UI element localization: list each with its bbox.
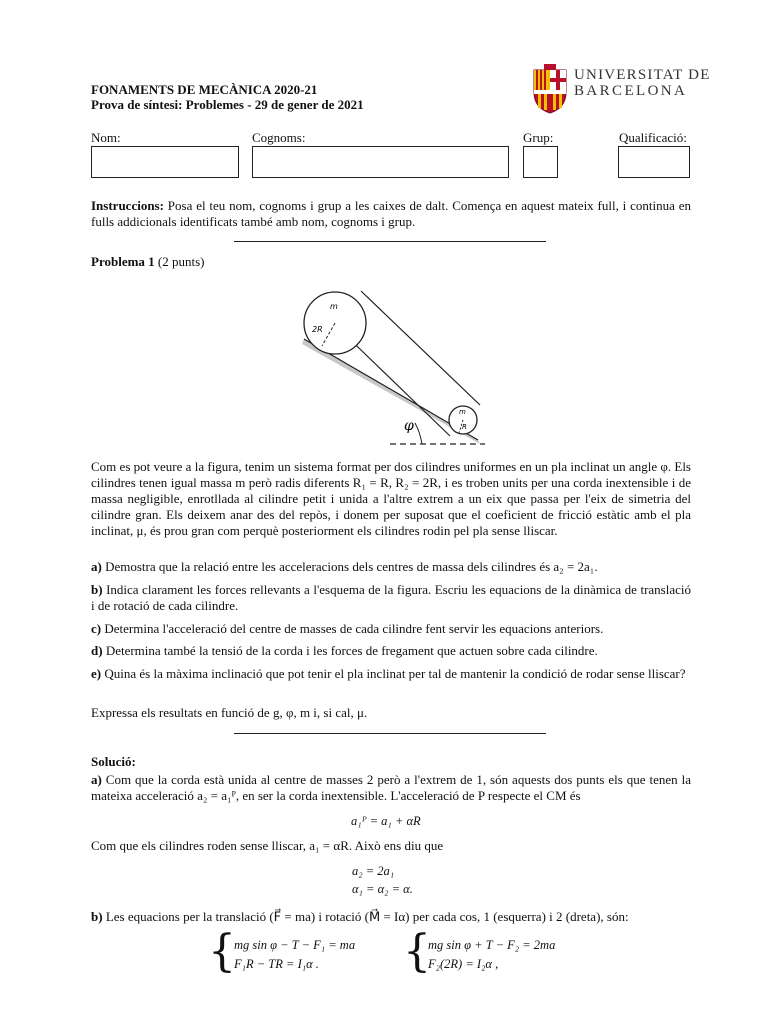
exam-subtitle: Prova de síntesi: Problemes - 29 de gener de 2021 [91,97,364,112]
solution-b-label: b) [91,909,103,924]
university-shield-icon [530,64,570,114]
system1-translation: mg sin φ − T − F₁ = ma [234,938,356,952]
solution-b [91,909,691,925]
question-d-label: d) [91,643,103,658]
nom-field[interactable] [91,146,239,178]
rope-upper [361,291,480,405]
system1-brace: { [208,926,236,977]
question-d-text: Determina també la tensió de la corda i les forces de fregament que actuen sobre cada cilindre. [102,643,598,658]
cognoms-field[interactable] [252,146,509,178]
question-b-text: Indica clarament les forces rellevants a l'esquema de la figura. Escriu les equacions de la dinàmica de translació i de rotació de cada cilindre. [91,582,691,613]
instructions-label: Instruccions: [91,198,164,213]
system2-brace: { [403,926,431,977]
angle-arc [415,423,422,444]
question-e [91,666,691,682]
problem-points: (2 punts) [154,254,205,269]
question-b-label: b) [91,582,103,597]
problem-title [91,254,205,270]
angle-label: φ [404,418,414,434]
system2-translation: mg sin φ + T − F₂ = 2ma [428,938,556,952]
solution-b-text: Les equacions per la translació (F⃗ = ma) i rotació (M⃗ = Iα) per cada cos, 1 (esquerra) i 2 (dreta), són: [102,909,629,924]
rolling-condition-text: Com que els cilindres roden sense lliscar, a₁ = αR. Això ens diu que [91,838,444,853]
system2-rotation: F₂(2R) = I₂α , [428,957,499,971]
equation-acc-p: a₁ᴾ = a₁ + αR [351,814,421,828]
problem-intro: Com es pot veure a la figura, tenim un sistema format per dos cilindres uniformes en un pla inclinat un angle φ. Els cilindres tenen igual massa m però radis diferents R₁ = R, R₂ = 2R, i es troben units per una corda inextensible i de massa negligible, enrotllada al cilindre petit i unida a l'altre extrem a un eix que passa per l'eix de simetria del cilindre gran. Els deixem anar des del repòs, i donem per suposat que el coeficient de fricció estàtic amb el pla inclinat, μ, és prou gran com perquè posteriorment els cilindres rodin pel pla sense lliscar. [91,459,691,538]
big-mass-label: m [330,302,338,311]
question-e-label: e) [91,666,102,681]
question-e-text: Quina és la màxima inclinació que pot tenir el pla inclinat per tal de mantenir la condició de rodar sense lliscar? [101,666,686,681]
question-c-label: c) [91,621,102,636]
grup-label: Grup: [523,130,554,145]
nom-label: Nom: [91,130,121,145]
question-a-text: Demostra que la relació entre les acceleracions dels centres de massa dels cilindres és a₂ = 2a₁. [101,559,598,574]
question-c-text: Determina l'acceleració del centre de masses de cada cilindre fent servir les equacions anteriors. [101,621,604,636]
question-b [91,582,691,614]
instructions [91,198,691,230]
cognoms-label: Cognoms: [252,130,306,145]
divider-bottom [234,733,546,734]
express-note: Expressa els resultats en funció de g, φ, m i, si cal, μ. [91,705,368,720]
solution-a-label: a) [91,772,102,787]
university-name-line2: BARCELONA [574,83,688,99]
problem-title-label: Problema 1 [91,254,155,269]
inclined-plane-figure [290,282,500,452]
small-radius-label: R [462,423,467,431]
system1-rotation: F₁R − TR = I₁α . [234,957,319,971]
university-name-line1: UNIVERSITAT DE [574,67,711,83]
solution-title: Solució: [91,754,136,769]
solution-a-text: Com que la corda està unida al centre de masses 2 però a l'extrem de 1, són aquests dos punts els que tenen la mateixa acceleració a₂ = a₁ᴾ, en ser la corda inextensible. L'acceleració de P respecte el CM és [91,772,691,803]
small-mass-label: m [459,408,466,416]
equation-a2: a₂ = 2a₁ [352,864,395,878]
university-logo [530,64,711,114]
instructions-text: Posa el teu nom, cognoms i grup a les caixes de dalt. Comença en aquest mateix full, i continua en fulls addicionals identificats també amb nom, cognoms i grup. [91,198,691,229]
qualificacio-label: Qualificació: [619,130,687,145]
course-title: FONAMENTS DE MECÀNICA 2020-21 [91,82,318,97]
divider-top [234,241,546,242]
grup-field[interactable] [523,146,558,178]
qualificacio-field[interactable] [618,146,690,178]
equation-alpha: α₁ = α₂ = α. [352,882,413,896]
big-radius-label: 2R [312,325,323,334]
solution-a [91,772,691,804]
question-c [91,621,691,637]
question-a-label: a) [91,559,102,574]
question-d [91,643,691,659]
question-a [91,559,691,575]
